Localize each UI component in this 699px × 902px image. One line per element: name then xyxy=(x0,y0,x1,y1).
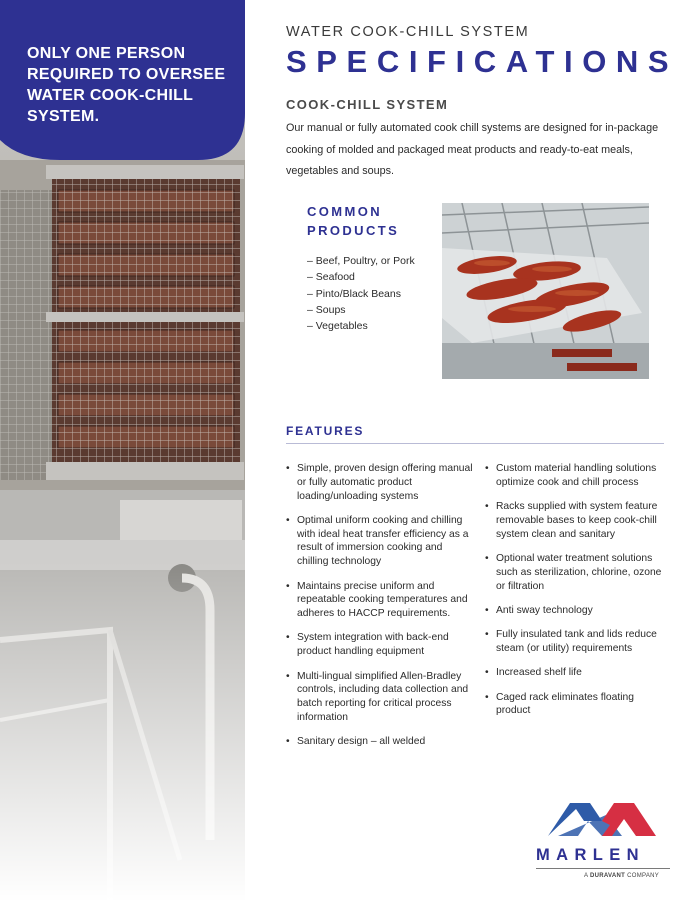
feature-text: Racks supplied with system feature removable bases to keep cook-chill system clean and sanitary xyxy=(496,501,658,540)
marlen-m-mark xyxy=(548,803,656,836)
marlen-logo-icon xyxy=(548,803,656,836)
bullet-icon: • xyxy=(286,463,290,474)
feature-item xyxy=(485,552,667,593)
bullet-icon: • xyxy=(485,691,489,703)
tagline-prefix: A xyxy=(584,873,590,879)
bullet-icon: • xyxy=(485,629,489,641)
headline-banner xyxy=(0,0,245,160)
bullet-icon: • xyxy=(485,463,489,474)
feature-text: Caged rack eliminates floating product xyxy=(496,691,634,717)
bullet-icon: • xyxy=(286,580,290,592)
bullet-icon: • xyxy=(286,736,290,748)
common-products-list xyxy=(307,253,415,334)
bullet-icon: • xyxy=(286,632,290,644)
list-item: – Soups xyxy=(307,303,346,316)
list-item: – Seafood xyxy=(307,271,355,284)
feature-text: Increased shelf life xyxy=(496,667,582,679)
bullet-icon: • xyxy=(286,670,290,682)
feature-item xyxy=(485,628,667,656)
parent-company-tagline xyxy=(584,873,659,879)
feature-item xyxy=(485,462,667,490)
feature-text: Custom material handling solutions optimize cook and chill process xyxy=(496,463,657,488)
feature-item xyxy=(485,666,667,680)
features-list-left xyxy=(286,462,476,760)
feature-item xyxy=(286,514,476,569)
feature-text: Fully insulated tank and lids reduce steam (or utility) requirements xyxy=(496,629,657,654)
feature-text: Optimal uniform cooking and chilling with ideal heat transfer efficiency as a result of immersion cooking and chilling technology xyxy=(297,514,469,568)
tagline-brand: DURAVANT xyxy=(589,873,626,879)
banner-headline: ONLY ONE PERSON REQUIRED TO OVERSEE WATER COOK-CHILL SYSTEM. xyxy=(27,45,226,125)
bullet-icon: • xyxy=(485,604,489,616)
feature-item xyxy=(485,604,667,618)
feature-item xyxy=(286,631,476,659)
common-products-heading: COMMON PRODUCTS xyxy=(307,204,400,238)
feature-text: System integration with back-end product handling equipment xyxy=(297,632,449,658)
marlen-wordmark: MARLEN xyxy=(536,846,645,864)
feature-text: Sanitary design – all welded xyxy=(297,736,426,748)
list-item: – Vegetables xyxy=(307,320,368,333)
feature-item xyxy=(286,670,476,725)
feature-text: Optional water treatment solutions such as sterilization, chlorine, ozone or filtration xyxy=(496,552,662,592)
list-item: – Beef, Poultry, or Pork xyxy=(307,255,415,267)
packaged-meat-photo xyxy=(442,203,649,379)
feature-item xyxy=(286,462,476,503)
tagline-suffix: COMPANY xyxy=(625,873,660,879)
packaged-meat-illustration xyxy=(442,203,649,379)
cook-chill-heading: COOK-CHILL SYSTEM xyxy=(286,97,449,112)
features-heading: FEATURES xyxy=(286,424,365,438)
feature-item xyxy=(485,691,667,719)
features-divider xyxy=(286,443,664,444)
bullet-icon: • xyxy=(485,667,489,679)
features-list-right xyxy=(485,462,667,729)
feature-item xyxy=(286,735,476,749)
feature-text: Simple, proven design offering manual or fully automatic product loading/unloading systems xyxy=(297,463,473,502)
page-kicker: WATER COOK-CHILL SYSTEM xyxy=(286,24,530,40)
feature-item xyxy=(286,580,476,621)
feature-text: Anti sway technology xyxy=(496,604,593,616)
bullet-icon: • xyxy=(485,501,489,513)
list-item: – Pinto/Black Beans xyxy=(307,287,401,300)
feature-text: Maintains precise uniform and repeatable cooking temperatures and adheres to HACCP requirements. xyxy=(297,580,468,620)
bullet-icon: • xyxy=(286,514,290,526)
bullet-icon: • xyxy=(485,552,489,564)
feature-text: Multi-lingual simplified Allen-Bradley controls, including data collection and batch reporting for critical process information xyxy=(297,670,469,723)
page-title: SPECIFICATIONS xyxy=(286,44,679,79)
logo-divider xyxy=(536,868,670,869)
cook-chill-intro: Our manual or fully automated cook chill systems are designed for in-package cooking of molded and packaged meat products and ready-to-eat meals, vegetables and soups. xyxy=(286,122,659,177)
feature-item xyxy=(485,500,667,541)
